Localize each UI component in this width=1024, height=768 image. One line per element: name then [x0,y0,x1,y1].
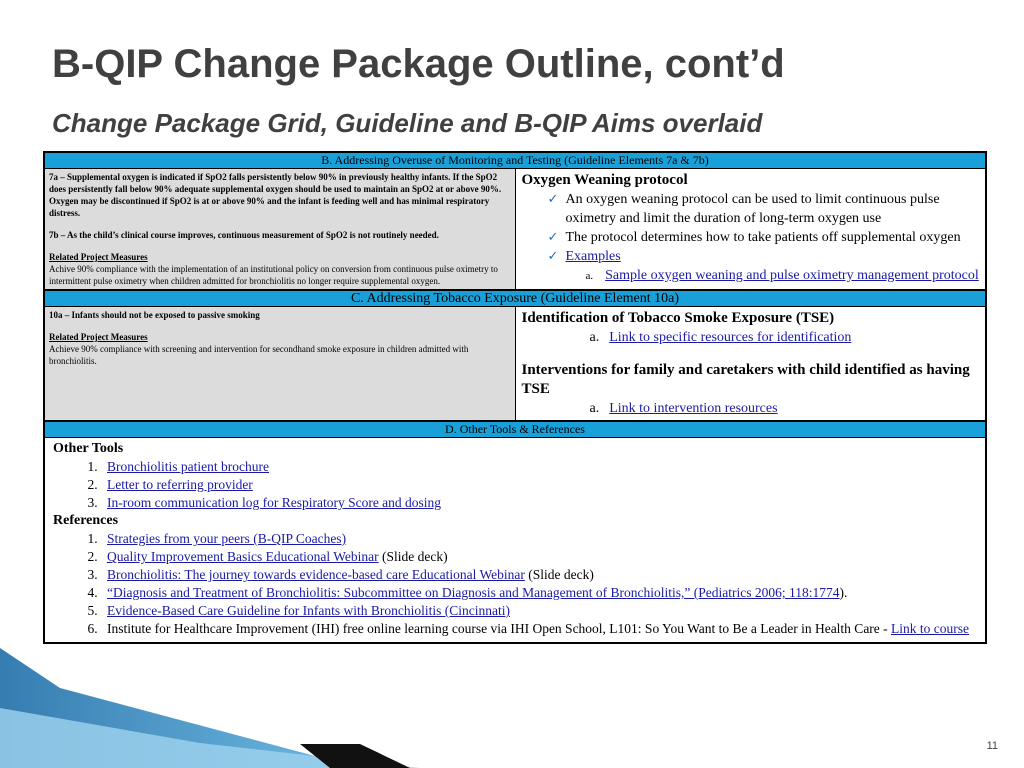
list-item [101,530,977,548]
identification-item: a. Link to specific resources for identification [589,330,852,345]
section-b-header: B. Addressing Overuse of Monitoring and Testing (Guideline Elements 7a & 7b) [45,153,986,169]
section-c-header: C. Addressing Tobacco Exposure (Guideline Element 10a) [45,291,986,307]
related-measures-label: Related Project Measures [49,332,148,342]
cincinnati-guideline-link[interactable]: Evidence-Based Care Guideline for Infants with Bronchiolitis (Cincinnati) [107,603,511,618]
slide-title: B-QIP Change Package Outline, cont’d [52,42,785,86]
other-tools-list [53,458,977,512]
list-item: ✓ The protocol determines how to take patients off supplemental oxygen [547,230,961,245]
checkmark-icon: ✓ [547,230,559,245]
list-item: 3. Bronchiolitis: The journey towards evidence-based care Educational Webinar (Slide deck) [101,566,977,584]
section-d [44,421,986,643]
list-item: 4. “Diagnosis and Treatment of Bronchiolitis: Subcommittee on Diagnosis and Management of Bronchiolitis,” (Pediatrics 2006; 118:1774). [101,584,977,602]
section-b [44,152,986,290]
guideline-7a: 7a – Supplemental oxygen is indicated if SpO2 falls persistently below 90% in previously healthy infants. If the SpO2 does persistently fall below 90% adequate supplemental oxygen should be used to maintain an SpO2 at or above 90%. Oxygen may be discontinued if SpO2 is at or above 90% and the infant is feeding well and has minimal respiratory distress. [49,172,502,218]
referring-letter-link[interactable]: Letter to referring provider [107,477,253,492]
patient-brochure-link[interactable]: Bronchiolitis patient brochure [107,459,269,474]
list-item: ✓ An oxygen weaning protocol can be used to limit continuous pulse oximetry and limit the duration of long-term oxygen use [547,192,940,226]
pediatrics-article-link[interactable]: “Diagnosis and Treatment of Bronchiolitis: Subcommittee on Diagnosis and Management of Bronchiolitis,” (Pediatrics 2006; 118:1774 [107,585,840,600]
list-item [548,247,980,266]
example-item: a. Sample oxygen weaning and pulse oximetry management protocol [585,268,979,283]
list-item [101,458,977,476]
checkmark-icon: ✓ [547,192,559,207]
bronchiolitis-webinar-link[interactable]: Bronchiolitis: The journey towards evidence-based care Educational Webinar [107,567,525,582]
ihi-course-link[interactable]: Link to course [891,621,970,636]
list-item [101,476,977,494]
section-c-guideline [45,307,516,421]
page-number: 11 [986,740,998,752]
section-b-guideline [45,169,516,290]
list-item [101,602,977,620]
oxygen-weaning-list [522,190,980,266]
slide-subtitle: Change Package Grid, Guideline and B-QIP Aims overlaid [52,108,763,138]
identification-resources-link[interactable]: Link to specific resources for identification [609,330,852,345]
related-measures-label: Related Project Measures [49,252,148,262]
section-c [44,290,986,421]
guideline-7b: 7b – As the child’s clinical course improves, continuous measurement of SpO2 is not routinely needed. [49,230,439,240]
tse-interventions-heading: Interventions for family and caretakers with child identified as having TSE [521,362,970,397]
oxygen-weaning-heading: Oxygen Weaning protocol [521,172,688,188]
qi-webinar-link[interactable]: Quality Improvement Basics Educational Webinar [107,549,379,564]
list-item: 6. Institute for Healthcare Improvement (IHI) free online learning course via IHI Open School, L101: So You Want to Be a Leader in Health Care - Link to course [101,620,977,638]
related-measures-text: Achieve 90% compliance with screening and intervention for secondhand smoke exposure in children admitted with bronchiolitis. [49,344,469,366]
tse-identification-heading: Identification of Tobacco Smoke Exposure (TSE) [521,310,835,326]
peer-strategies-link[interactable]: Strategies from your peers (B-QIP Coaches) [107,531,347,546]
section-d-header: D. Other Tools & References [45,422,986,438]
references-heading: References [53,513,119,528]
list-item [101,494,977,512]
communication-log-link[interactable]: In-room communication log for Respiratory Score and dosing [107,495,442,510]
related-measures-text: Achive 90% compliance with the implementation of an institutional policy on conversion from continuous pulse oximetry to intermittent pulse oximetry when children admitted for bronchiolitis no longer require supplemental oxygen. [49,264,498,286]
footer-decoration [0,648,1024,768]
section-d-content [45,438,986,643]
guideline-10a: 10a – Infants should not be exposed to passive smoking [49,310,260,320]
other-tools-heading: Other Tools [53,441,124,456]
change-package-grid [43,151,987,644]
section-c-content [515,307,986,421]
list-item: 2. Quality Improvement Basics Educational Webinar (Slide deck) [101,548,977,566]
checkmark-icon: ✓ [547,249,559,264]
examples-link[interactable]: Examples [565,249,621,264]
references-list [53,530,977,638]
sample-protocol-link[interactable]: Sample oxygen weaning and pulse oximetry management protocol [605,268,979,283]
intervention-item: a. Link to intervention resources [589,401,778,416]
section-b-content [515,169,986,290]
intervention-resources-link[interactable]: Link to intervention resources [609,401,778,416]
